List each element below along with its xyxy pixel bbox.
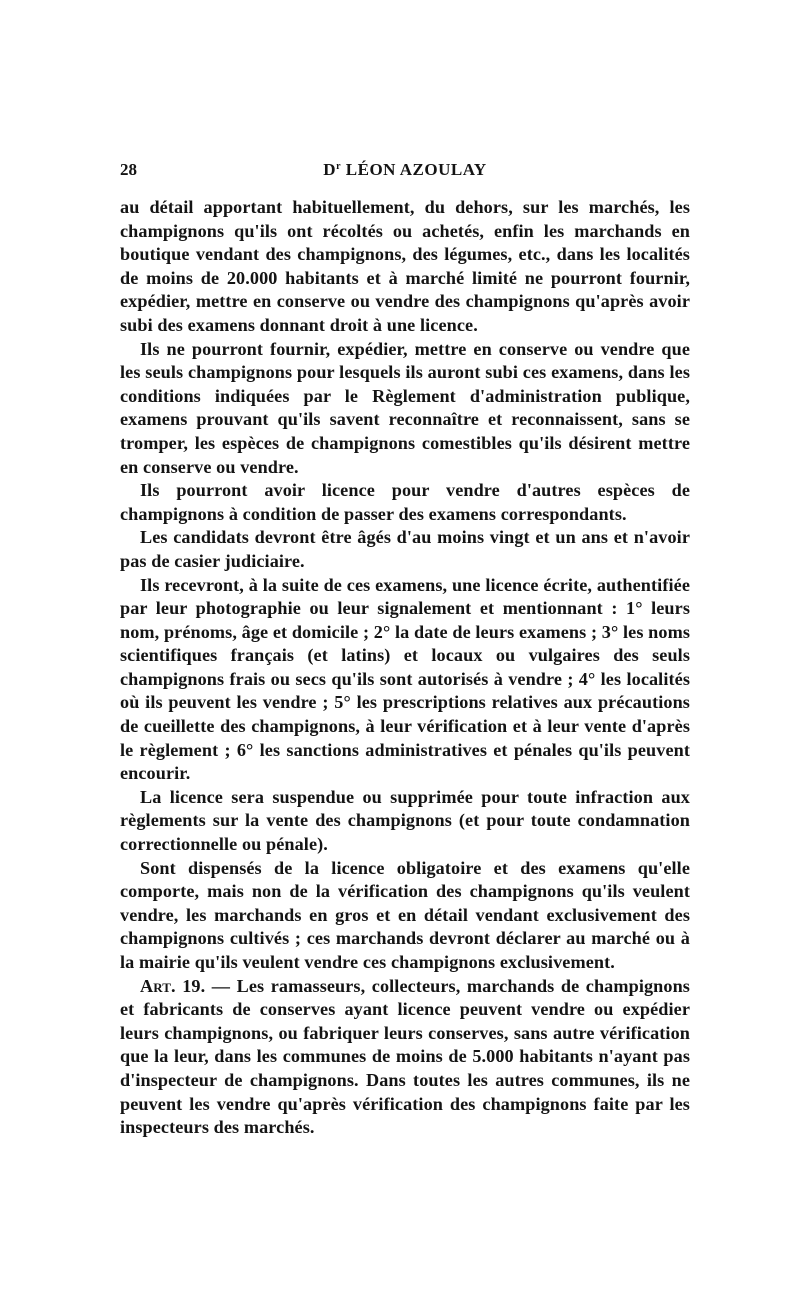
paragraph: Ils pourront avoir licence pour vendre d'autres espèces de champignons à condition de passer des examens correspondants. — [120, 480, 690, 524]
paragraph: Les candidats devront être âgés d'au moins vingt et un ans et n'avoir pas de casier judiciaire. — [120, 527, 690, 571]
paragraph: Ils recevront, à la suite de ces examens, une licence écrite, authentifiée par leur photographie ou leur signalement et mentionnant : 1° leurs nom, prénoms, âge et domicile ; 2° la date de leurs examens ; 3° les noms scientifiques français (et latins) et locaux ou vulgaires des seuls champignons frais ou secs qu'ils sont autorisés à vendre ; 4° les localités où ils peuvent les vendre ; 5° les prescriptions relatives aux précautions de cueillette des champignons, à leur vérification et à leur vente d'après le règlement ; 6° les sanctions administratives et pénales qu'ils peuvent encourir. — [120, 574, 690, 784]
paragraph-continuation: au détail apportant habituellement, du dehors, sur les marchés, les champignons qu'ils ont récoltés ou achetés, enfin les marchands en boutique vendant des champignons, des légumes, etc., dans les localités de moins de 20.000 habitants et à marché limité ne pourront fournir, expédier, mettre en conserve ou vendre des champignons qu'après avoir subi des examens donnant droit à une licence. — [120, 197, 690, 335]
author-prefix-sup: r — [336, 161, 342, 172]
body-text — [120, 196, 690, 1140]
paragraph: La licence sera suspendue ou supprimée pour toute infraction aux règlements sur la vente des champignons (et pour toute condamnation correctionnelle ou pénale). — [120, 786, 690, 855]
article-text: — Les ramasseurs, collecteurs, marchands de champignons et fabricants de conserves ayant licence peuvent vendre ou expédier leurs champignons, ou fabriquer leurs conserves, sans autre vérification que la leur, dans les communes de moins de 5.000 habitants n'ayant pas d'inspecteur de champignons. Dans toutes les autres communes, ils ne peuvent les vendre qu'après vérification des champignons faite par les inspecteurs des marchés. — [120, 975, 690, 1138]
author-name: LÉON AZOULAY — [345, 160, 487, 179]
page-number: 28 — [120, 160, 137, 179]
article-paragraph — [120, 975, 690, 1140]
author-prefix: D — [323, 160, 337, 179]
paragraph: Sont dispensés de la licence obligatoire et des examens qu'elle comporte, mais non de la vérification des champignons qu'ils veulent vendre, les marchands en gros et en détail vendant exclusivement des champignons cultivés ; ces marchands devront déclarer au marché ou à la mairie qu'ils veulent vendre ces champignons exclusivement. — [120, 857, 690, 972]
running-head — [120, 160, 690, 180]
page-header — [120, 160, 690, 184]
paragraph: Ils ne pourront fournir, expédier, mettre en conserve ou vendre que les seuls champignons pour lesquels ils auront subi ces examens, dans les conditions indiquées par le Règlement d'administration publique, examens prouvant qu'ils savent reconnaître et reconnaissent, sans se tromper, les espèces de champignons comestibles qu'ils désirent mettre en conserve ou vendre. — [120, 338, 690, 477]
article-label: Art. 19. — [140, 975, 206, 996]
